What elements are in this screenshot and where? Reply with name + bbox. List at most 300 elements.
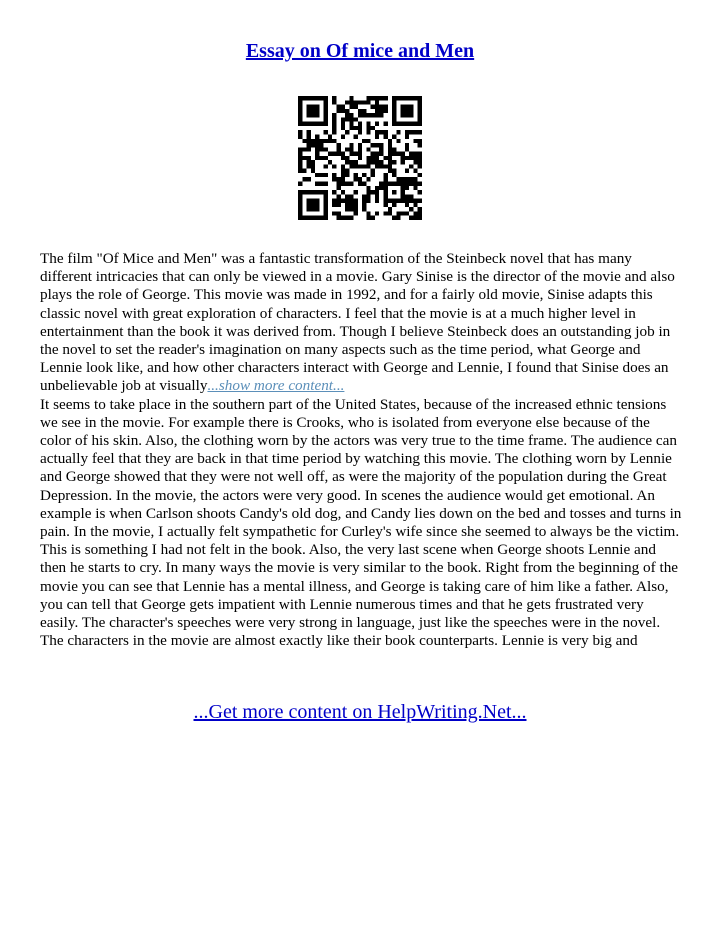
qr-module bbox=[315, 182, 319, 186]
qr-module bbox=[401, 182, 405, 186]
qr-module bbox=[302, 122, 306, 126]
qr-module bbox=[409, 164, 413, 168]
qr-module bbox=[375, 211, 379, 215]
qr-module bbox=[336, 211, 340, 215]
qr-module bbox=[401, 105, 405, 109]
qr-module bbox=[413, 203, 417, 207]
qr-module bbox=[345, 109, 349, 113]
qr-module bbox=[388, 199, 392, 203]
qr-module bbox=[401, 156, 405, 160]
qr-module bbox=[388, 169, 392, 173]
qr-module bbox=[302, 177, 306, 181]
qr-module bbox=[375, 105, 379, 109]
qr-module bbox=[418, 211, 422, 215]
qr-module bbox=[349, 207, 353, 211]
qr-module bbox=[315, 156, 319, 160]
qr-module bbox=[413, 130, 417, 134]
qr-module bbox=[366, 147, 370, 151]
qr-module bbox=[332, 113, 336, 117]
qr-module bbox=[396, 139, 400, 143]
qr-module bbox=[345, 173, 349, 177]
qr-module bbox=[418, 216, 422, 220]
qr-module bbox=[405, 182, 409, 186]
qr-module bbox=[307, 216, 311, 220]
qr-module bbox=[298, 105, 302, 109]
qr-module bbox=[332, 126, 336, 130]
qr-module bbox=[384, 109, 388, 113]
qr-module bbox=[401, 113, 405, 117]
qr-module bbox=[332, 203, 336, 207]
qr-module bbox=[405, 122, 409, 126]
qr-module bbox=[315, 190, 319, 194]
qr-module bbox=[401, 122, 405, 126]
qr-module bbox=[371, 190, 375, 194]
qr-module bbox=[358, 152, 362, 156]
qr-module bbox=[311, 139, 315, 143]
qr-module bbox=[392, 147, 396, 151]
qr-module bbox=[401, 211, 405, 215]
qr-module bbox=[405, 109, 409, 113]
qr-module bbox=[349, 117, 353, 121]
qr-module bbox=[307, 109, 311, 113]
qr-module bbox=[388, 160, 392, 164]
qr-module bbox=[388, 182, 392, 186]
qr-module bbox=[341, 152, 345, 156]
qr-module bbox=[418, 139, 422, 143]
qr-module bbox=[307, 203, 311, 207]
qr-module bbox=[307, 122, 311, 126]
qr-module bbox=[302, 147, 306, 151]
qr-module bbox=[307, 164, 311, 168]
qr-module bbox=[409, 182, 413, 186]
qr-module bbox=[349, 203, 353, 207]
qr-module bbox=[354, 134, 358, 138]
qr-module bbox=[298, 134, 302, 138]
qr-module bbox=[324, 109, 328, 113]
qr-module bbox=[349, 113, 353, 117]
qr-module bbox=[384, 134, 388, 138]
qr-module bbox=[302, 139, 306, 143]
qr-module bbox=[298, 190, 302, 194]
get-more-content bbox=[0, 699, 720, 725]
qr-module bbox=[315, 207, 319, 211]
qr-module bbox=[307, 190, 311, 194]
qr-module bbox=[311, 105, 315, 109]
qr-module bbox=[388, 164, 392, 168]
qr-module bbox=[349, 96, 353, 100]
qr-module bbox=[418, 96, 422, 100]
qr-module bbox=[409, 152, 413, 156]
qr-module bbox=[366, 211, 370, 215]
qr-module bbox=[307, 147, 311, 151]
qr-module bbox=[345, 216, 349, 220]
qr-module bbox=[315, 203, 319, 207]
qr-module bbox=[379, 147, 383, 151]
qr-module bbox=[332, 130, 336, 134]
qr-module bbox=[413, 169, 417, 173]
qr-module bbox=[418, 130, 422, 134]
qr-module bbox=[362, 203, 366, 207]
qr-module bbox=[384, 186, 388, 190]
qr-module bbox=[341, 182, 345, 186]
qr-module bbox=[418, 113, 422, 117]
qr-module bbox=[354, 173, 358, 177]
qr-module bbox=[328, 160, 332, 164]
qr-module bbox=[418, 122, 422, 126]
qr-module bbox=[319, 122, 323, 126]
qr-module bbox=[384, 156, 388, 160]
qr-module bbox=[371, 169, 375, 173]
qr-module bbox=[324, 113, 328, 117]
qr-module bbox=[401, 194, 405, 198]
qr-module bbox=[409, 207, 413, 211]
qr-module bbox=[324, 122, 328, 126]
qr-module bbox=[405, 211, 409, 215]
qr-module bbox=[375, 100, 379, 104]
qr-module bbox=[332, 173, 336, 177]
qr-module bbox=[375, 96, 379, 100]
qr-module bbox=[358, 100, 362, 104]
qr-module bbox=[401, 186, 405, 190]
qr-module bbox=[311, 109, 315, 113]
qr-module bbox=[336, 152, 340, 156]
qr-module bbox=[409, 177, 413, 181]
qr-module bbox=[379, 164, 383, 168]
qr-module bbox=[354, 126, 358, 130]
qr-module bbox=[375, 156, 379, 160]
qr-module bbox=[358, 126, 362, 130]
qr-module bbox=[392, 105, 396, 109]
qr-module bbox=[358, 143, 362, 147]
qr-module bbox=[405, 199, 409, 203]
qr-module bbox=[379, 113, 383, 117]
qr-module bbox=[302, 190, 306, 194]
qr-module bbox=[345, 207, 349, 211]
qr-module bbox=[349, 194, 353, 198]
qr-module bbox=[332, 164, 336, 168]
page-title bbox=[0, 38, 720, 64]
qr-module bbox=[298, 216, 302, 220]
qr-module bbox=[298, 130, 302, 134]
qr-module bbox=[349, 126, 353, 130]
qr-module bbox=[315, 216, 319, 220]
qr-module bbox=[315, 122, 319, 126]
qr-module bbox=[405, 177, 409, 181]
qr-module bbox=[336, 147, 340, 151]
qr-module bbox=[345, 199, 349, 203]
qr-module bbox=[392, 190, 396, 194]
qr-module bbox=[405, 130, 409, 134]
qr-module bbox=[392, 152, 396, 156]
qr-module bbox=[332, 211, 336, 215]
qr-module bbox=[418, 164, 422, 168]
qr-module bbox=[324, 211, 328, 215]
qr-module bbox=[298, 147, 302, 151]
show-more-link[interactable]: ...show more content... bbox=[207, 377, 345, 395]
qr-module bbox=[345, 100, 349, 104]
qr-module bbox=[345, 160, 349, 164]
qr-module bbox=[371, 216, 375, 220]
title-link[interactable]: Essay on Of mice and Men bbox=[245, 40, 475, 62]
qr-module bbox=[418, 100, 422, 104]
qr-module bbox=[366, 186, 370, 190]
qr-module bbox=[345, 203, 349, 207]
qr-module bbox=[396, 216, 400, 220]
qr-module bbox=[379, 143, 383, 147]
qr-code-graphic bbox=[298, 96, 422, 220]
qr-module bbox=[375, 160, 379, 164]
qr-module bbox=[311, 122, 315, 126]
qr-module bbox=[375, 143, 379, 147]
qr-module bbox=[418, 105, 422, 109]
qr-module bbox=[418, 109, 422, 113]
qr-module bbox=[401, 96, 405, 100]
qr-module bbox=[362, 139, 366, 143]
qr-module bbox=[379, 96, 383, 100]
qr-module bbox=[349, 164, 353, 168]
qr-module bbox=[366, 100, 370, 104]
qr-module bbox=[311, 113, 315, 117]
qr-module bbox=[349, 100, 353, 104]
qr-module bbox=[409, 122, 413, 126]
qr-module bbox=[324, 203, 328, 207]
qr-module bbox=[324, 96, 328, 100]
qr-module bbox=[392, 96, 396, 100]
qr-module bbox=[418, 173, 422, 177]
qr-module bbox=[324, 199, 328, 203]
qr-module bbox=[379, 152, 383, 156]
qr-module bbox=[366, 156, 370, 160]
qr-module bbox=[298, 199, 302, 203]
qr-module bbox=[302, 96, 306, 100]
qr-module bbox=[379, 130, 383, 134]
qr-module bbox=[298, 203, 302, 207]
qr-module bbox=[375, 190, 379, 194]
qr-module bbox=[396, 177, 400, 181]
qr-module bbox=[413, 160, 417, 164]
qr-module bbox=[315, 199, 319, 203]
qr-module bbox=[324, 105, 328, 109]
qr-module bbox=[328, 152, 332, 156]
qr-module bbox=[345, 156, 349, 160]
qr-module bbox=[413, 199, 417, 203]
qr-module bbox=[366, 160, 370, 164]
qr-module bbox=[405, 169, 409, 173]
qr-module bbox=[324, 216, 328, 220]
qr-module bbox=[336, 182, 340, 186]
qr-module bbox=[375, 130, 379, 134]
qr-module bbox=[341, 122, 345, 126]
qr-module bbox=[405, 203, 409, 207]
qr-module bbox=[349, 147, 353, 151]
qr-module bbox=[319, 216, 323, 220]
qr-module bbox=[354, 100, 358, 104]
qr-module bbox=[405, 105, 409, 109]
qr-module bbox=[384, 122, 388, 126]
qr-module bbox=[336, 186, 340, 190]
qr-module bbox=[371, 96, 375, 100]
qr-module bbox=[341, 216, 345, 220]
qr-module bbox=[332, 96, 336, 100]
qr-module bbox=[341, 156, 345, 160]
qr-module bbox=[298, 100, 302, 104]
qr-module bbox=[341, 134, 345, 138]
qr-module bbox=[315, 152, 319, 156]
qr-module bbox=[371, 105, 375, 109]
qr-module bbox=[298, 109, 302, 113]
qr-module bbox=[328, 139, 332, 143]
qr-module bbox=[324, 164, 328, 168]
qr-module bbox=[384, 105, 388, 109]
qr-module bbox=[371, 152, 375, 156]
qr-module bbox=[384, 182, 388, 186]
qr-module bbox=[405, 186, 409, 190]
qr-module bbox=[366, 126, 370, 130]
qr-module bbox=[324, 130, 328, 134]
qr-module bbox=[307, 113, 311, 117]
qr-module bbox=[366, 194, 370, 198]
qr-module bbox=[379, 160, 383, 164]
qr-module bbox=[298, 117, 302, 121]
qr-module bbox=[384, 96, 388, 100]
qr-module bbox=[413, 152, 417, 156]
qr-module bbox=[418, 182, 422, 186]
qr-module bbox=[384, 130, 388, 134]
qr-module bbox=[332, 199, 336, 203]
qr-module bbox=[311, 216, 315, 220]
qr-module bbox=[409, 199, 413, 203]
qr-module bbox=[307, 199, 311, 203]
qr-module bbox=[413, 156, 417, 160]
qr-module bbox=[319, 156, 323, 160]
qr-module bbox=[345, 182, 349, 186]
qr-module bbox=[396, 152, 400, 156]
qr-module bbox=[336, 203, 340, 207]
qr-module bbox=[332, 100, 336, 104]
qr-module bbox=[375, 199, 379, 203]
qr-module bbox=[324, 147, 328, 151]
qr-module bbox=[413, 177, 417, 181]
qr-module bbox=[362, 207, 366, 211]
qr-module bbox=[388, 207, 392, 211]
qr-module bbox=[375, 164, 379, 168]
qr-module bbox=[384, 203, 388, 207]
qr-module bbox=[311, 203, 315, 207]
qr-module bbox=[392, 169, 396, 173]
qr-module bbox=[307, 105, 311, 109]
qr-module bbox=[375, 113, 379, 117]
qr-module bbox=[307, 96, 311, 100]
qr-module bbox=[315, 139, 319, 143]
qr-module bbox=[332, 117, 336, 121]
qr-module bbox=[332, 190, 336, 194]
qr-module bbox=[354, 177, 358, 181]
qr-module bbox=[366, 139, 370, 143]
essay-paragraph-2: It seems to take place in the southern part of the United States, because of the increased ethnic tensions we see in the movie. For example there is Crooks, who is isolated from everyone else because of the color of his skin. Also, the clothing worn by the actors was very true to the time frame. The audience can actually feel that they are back in that time period by watching this movie. The clothing worn by Lennie and George showed that they were not well off, as were the majority of the population during the Great Depression. In the movie, the actors were very good. In scenes the audience would get emotional. An example is when Carlson shoots Candy's old dog, and Candy lies down on the bed and tosses and turns in pain. In the movie, I actually felt sympathetic for Curley's wife since she seemed to always be the victim. This is something I had not felt in the book. Also, the very last scene when George shoots Lennie and then he starts to cry. In many ways the movie is very similar to the book. Right from the beginning of the movie you can see that Lennie has a mental illness, and George is taking care of him like a father. Also, you can tell that George gets impatient with Lennie numerous times and that he gets frustrated very easily. The character's speeches were very strong in language, just like the speeches were in the novel. The characters in the movie are almost exactly like their book counterparts. Lennie is very big and bbox=[40, 395, 682, 650]
qr-module bbox=[384, 199, 388, 203]
qr-module bbox=[366, 130, 370, 134]
qr-module bbox=[341, 190, 345, 194]
qr-module bbox=[354, 203, 358, 207]
qr-module bbox=[324, 190, 328, 194]
qr-module bbox=[405, 134, 409, 138]
qr-module bbox=[418, 199, 422, 203]
get-more-link[interactable]: ...Get more content on HelpWriting.Net... bbox=[193, 701, 527, 723]
qr-module bbox=[341, 164, 345, 168]
qr-module bbox=[358, 182, 362, 186]
qr-module bbox=[401, 199, 405, 203]
qr-module bbox=[384, 177, 388, 181]
qr-module bbox=[362, 173, 366, 177]
qr-module bbox=[371, 126, 375, 130]
qr-module bbox=[315, 147, 319, 151]
qr-module bbox=[396, 211, 400, 215]
qr-module bbox=[371, 113, 375, 117]
essay-body bbox=[40, 250, 682, 650]
qr-module bbox=[388, 143, 392, 147]
qr-module bbox=[392, 134, 396, 138]
qr-module bbox=[409, 113, 413, 117]
qr-module bbox=[354, 199, 358, 203]
qr-module bbox=[366, 96, 370, 100]
qr-module bbox=[384, 173, 388, 177]
qr-module bbox=[319, 173, 323, 177]
qr-module bbox=[302, 169, 306, 173]
qr-module bbox=[315, 105, 319, 109]
qr-module bbox=[362, 113, 366, 117]
qr-module bbox=[362, 182, 366, 186]
qr-module bbox=[418, 143, 422, 147]
qr-module bbox=[409, 96, 413, 100]
qr-module bbox=[362, 100, 366, 104]
qr-module bbox=[358, 122, 362, 126]
essay-paragraph-1-text: The film "Of Mice and Men" was a fantastic transformation of the Steinbeck novel that has many different intricacies that can only be viewed in a movie. Gary Sinise is the director of the movie and also plays the role of George. This movie was made in 1992, and for a fairly old movie, Sinise adapts this classic novel with great exploration of characters. I feel that the movie is at a much higher level in entertainment than the book it was derived from. Though I believe Steinbeck does an outstanding job in the novel to set the reader's imagination on many aspects such as the time period, what George and Lennie look like, and how other characters interact with George and Lennie, I found that Sinise does an unbelievable job at visually bbox=[40, 250, 675, 395]
qr-module bbox=[349, 105, 353, 109]
qr-module bbox=[409, 130, 413, 134]
qr-module bbox=[324, 156, 328, 160]
qr-module bbox=[375, 194, 379, 198]
qr-module bbox=[319, 147, 323, 151]
qr-module bbox=[349, 216, 353, 220]
qr-module bbox=[362, 199, 366, 203]
qr-module bbox=[384, 211, 388, 215]
qr-module bbox=[298, 96, 302, 100]
qr-module bbox=[396, 199, 400, 203]
essay-paragraph-1 bbox=[40, 250, 682, 396]
qr-module bbox=[388, 211, 392, 215]
qr-module bbox=[307, 160, 311, 164]
qr-code-icon bbox=[298, 96, 422, 220]
qr-module bbox=[358, 130, 362, 134]
qr-module bbox=[358, 147, 362, 151]
qr-module bbox=[341, 199, 345, 203]
qr-module bbox=[336, 143, 340, 147]
qr-module bbox=[388, 156, 392, 160]
qr-module bbox=[298, 164, 302, 168]
qr-module bbox=[388, 139, 392, 143]
qr-module bbox=[392, 122, 396, 126]
qr-module bbox=[375, 152, 379, 156]
qr-module bbox=[413, 122, 417, 126]
qr-module bbox=[311, 207, 315, 211]
qr-module bbox=[311, 169, 315, 173]
qr-module bbox=[311, 199, 315, 203]
qr-module bbox=[332, 122, 336, 126]
qr-module bbox=[311, 164, 315, 168]
qr-module bbox=[345, 194, 349, 198]
qr-module bbox=[392, 199, 396, 203]
qr-module bbox=[418, 152, 422, 156]
